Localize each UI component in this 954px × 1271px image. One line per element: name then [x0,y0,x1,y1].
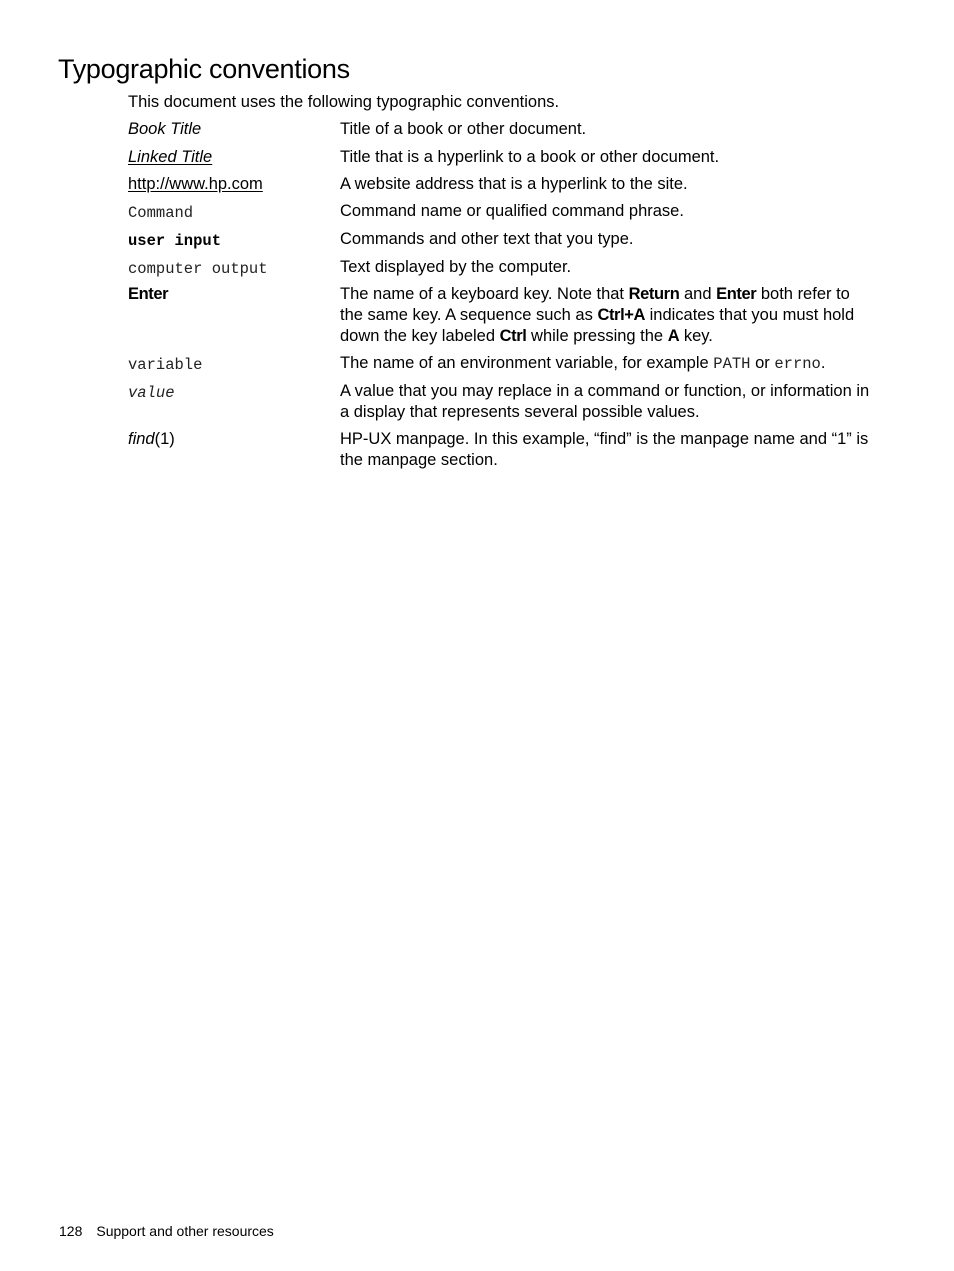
conv-row-book-title [128,119,873,147]
conv-row-website [128,174,873,201]
conv-row-linked-title [128,147,873,174]
term-manpage [128,429,340,450]
intro-paragraph: This document uses the following typographic conventions. [128,93,560,111]
desc-enter: The name of a keyboard key. Note that Return and Enter both refer to the same key. A sequence such as Ctrl+A indicates that you must hold down the key labeled Ctrl while pressing the A key. [340,285,855,345]
example-path: PATH [713,355,751,373]
page-footer [59,1222,274,1240]
manpage-name: find [128,430,155,448]
term-value: value [128,384,175,402]
desc-value: A value that you may replace in a command or function, or information in a display that represents several possible values. [340,382,870,421]
desc-book-title: Title of a book or other document. [340,120,587,138]
example-errno: errno [774,355,821,373]
term-variable: variable [128,356,203,374]
term-enter: Enter [128,285,169,303]
desc-command: Command name or qualified command phrase. [340,202,684,220]
conv-row-enter [128,284,873,353]
term-computer-output: computer output [128,260,268,278]
footer-section-title: Support and other resources [96,1223,274,1239]
desc-computer-output: Text displayed by the computer. [340,258,572,276]
key-enter: Enter [716,285,757,303]
conv-row-command [128,201,873,229]
link-website[interactable]: http://www.hp.com [128,175,263,193]
key-a: A [667,327,680,345]
desc-variable: The name of an environment variable, for example PATH or errno. [340,354,826,373]
conv-row-value [128,381,873,429]
conventions-table [128,119,873,471]
manpage-section: (1) [154,430,175,448]
conv-row-variable [128,353,873,381]
conv-row-user-input [128,229,873,257]
desc-website: A website address that is a hyperlink to the site. [340,175,688,193]
key-ctrl-a: Ctrl+A [597,306,646,324]
page-number: 128 [59,1223,83,1239]
desc-user-input: Commands and other text that you type. [340,230,634,248]
term-command: Command [128,204,194,222]
page-title: Typographic conventions [58,54,350,84]
key-return: Return [628,285,680,303]
term-book-title: Book Title [128,120,202,138]
conv-row-computer-output [128,257,873,284]
conv-row-manpage [128,429,873,471]
link-linked-title[interactable]: Linked Title [128,148,213,166]
key-ctrl: Ctrl [499,327,527,345]
desc-linked-title: Title that is a hyperlink to a book or other document. [340,148,720,166]
desc-manpage: HP-UX manpage. In this example, “find” is the manpage name and “1” is the manpage section. [340,430,869,469]
term-user-input: user input [128,232,222,250]
